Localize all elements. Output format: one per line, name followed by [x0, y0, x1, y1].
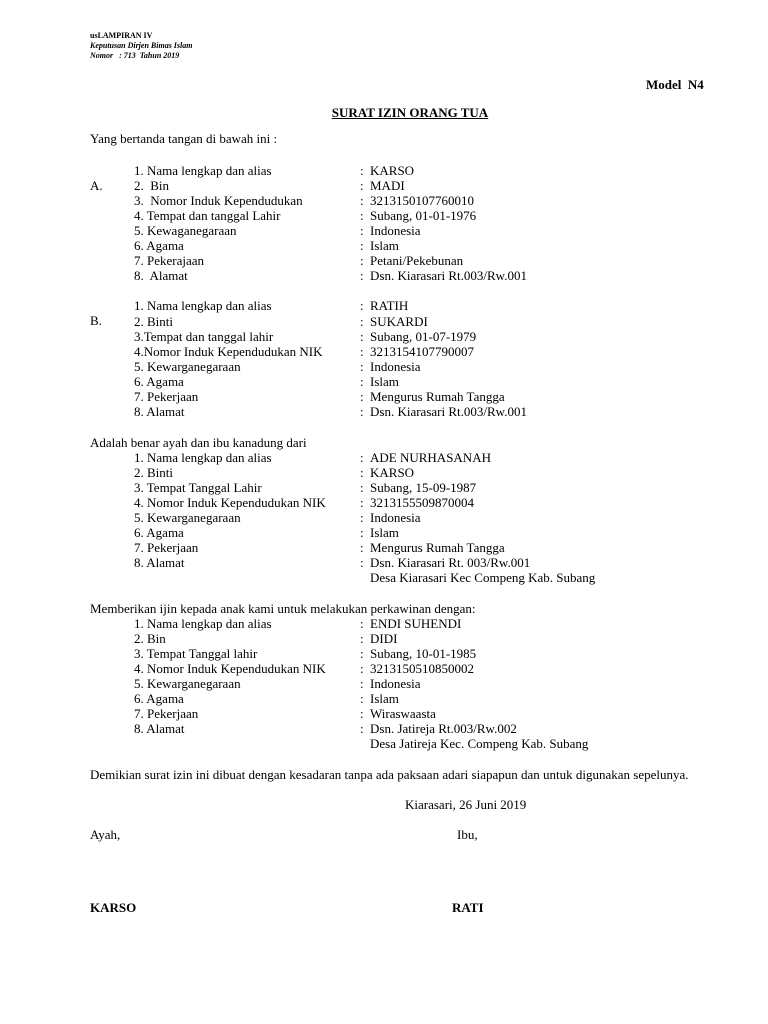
child-intro: Adalah benar ayah dan ibu kanadung dari [90, 435, 307, 450]
mother-name: RATI [452, 900, 484, 915]
field-value: Dsn. Kiarasari Rt.003/Rw.001 [370, 268, 527, 283]
field-colon: : [360, 268, 364, 283]
field-value: SUKARDI [370, 314, 428, 329]
field-colon: : [360, 721, 364, 736]
field-value: MADI [370, 178, 405, 193]
field-value: Islam [370, 691, 399, 706]
field-colon: : [360, 450, 364, 465]
field-colon: : [360, 404, 364, 419]
model-code: Model N4 [646, 77, 704, 92]
field-colon: : [360, 646, 364, 661]
field-value: 3213154107790007 [370, 344, 474, 359]
field-value: Indonesia [370, 510, 421, 525]
field-label: 6. Agama [134, 238, 184, 253]
field-colon: : [360, 178, 364, 193]
field-label: 8. Alamat [134, 555, 185, 570]
field-colon: : [360, 540, 364, 555]
field-label: 3. Tempat Tanggal lahir [134, 646, 258, 661]
header-line-3: Nomor : 713 Tahun 2019 [90, 51, 180, 60]
document-header [90, 31, 192, 61]
father-name: KARSO [90, 900, 137, 915]
field-value: ENDI SUHENDI [370, 616, 462, 631]
field-value: Islam [370, 374, 399, 389]
field-colon: : [360, 631, 364, 646]
mother-signature-label: Ibu, [457, 827, 478, 842]
field-value: Subang, 15-09-1987 [370, 480, 477, 495]
field-value: 3213150107760010 [370, 193, 474, 208]
field-colon: : [360, 465, 364, 480]
field-value: Desa Kiarasari Kec Compeng Kab. Subang [370, 570, 596, 585]
field-colon: : [360, 223, 364, 238]
field-colon: : [360, 238, 364, 253]
field-colon: : [360, 298, 364, 313]
field-value: KARSO [370, 465, 415, 480]
field-value: RATIH [370, 298, 409, 313]
field-colon: : [360, 555, 364, 570]
field-colon: : [360, 208, 364, 223]
field-colon: : [360, 253, 364, 268]
field-colon: : [360, 389, 364, 404]
father-signature-label: Ayah, [90, 827, 121, 842]
field-colon: : [360, 495, 364, 510]
field-colon: : [360, 691, 364, 706]
field-colon: : [360, 661, 364, 676]
field-colon: : [360, 510, 364, 525]
header-line-1: usLAMPIRAN IV [90, 31, 153, 40]
field-label: 1. Nama lengkap dan alias [134, 450, 272, 465]
field-label: 7. Pekerjaan [134, 540, 199, 555]
field-label: 8. Alamat [134, 268, 188, 283]
field-label: 4. Tempat dan tanggal Lahir [134, 208, 281, 223]
field-value: Islam [370, 525, 399, 540]
field-value: Wiraswaasta [370, 706, 436, 721]
field-value: Indonesia [370, 676, 421, 691]
field-value: Subang, 01-01-1976 [370, 208, 477, 223]
field-value: Indonesia [370, 223, 421, 238]
field-colon: : [360, 616, 364, 631]
document-title [0, 105, 768, 121]
field-label: 2. Bin [134, 631, 166, 646]
field-value: DIDI [370, 631, 398, 646]
field-label: 2. Binti [134, 465, 174, 480]
spouse-intro: Memberikan ijin kepada anak kami untuk melakukan perkawinan dengan: [90, 601, 476, 616]
field-value: Mengurus Rumah Tangga [370, 389, 505, 404]
field-colon: : [360, 314, 364, 329]
field-colon: : [360, 374, 364, 389]
field-value: Indonesia [370, 359, 421, 374]
field-colon: : [360, 163, 364, 178]
field-colon: : [360, 344, 364, 359]
field-label: 5. Kewarganegaraan [134, 676, 241, 691]
field-colon: : [360, 193, 364, 208]
intro-text: Yang bertanda tangan di bawah ini : [90, 131, 278, 146]
field-value: KARSO [370, 163, 415, 178]
field-label: 3.Tempat dan tanggal lahir [134, 329, 274, 344]
field-value: 3213150510850002 [370, 661, 474, 676]
field-label: 8. Alamat [134, 404, 185, 419]
field-value: 3213155509870004 [370, 495, 474, 510]
field-value: Dsn. Jatireja Rt.003/Rw.002 [370, 721, 517, 736]
field-label: 1. Nama lengkap dan alias [134, 298, 272, 313]
field-colon: : [360, 706, 364, 721]
field-label: 5. Kewaganegaraan [134, 223, 237, 238]
field-label: 4. Nomor Induk Kependudukan NIK [134, 495, 326, 510]
field-label: 6. Agama [134, 374, 184, 389]
field-value: ADE NURHASANAH [370, 450, 491, 465]
document-title-text: SURAT IZIN ORANG TUA [331, 105, 489, 120]
field-value: Islam [370, 238, 399, 253]
field-colon: : [360, 525, 364, 540]
field-value: Dsn. Kiarasari Rt.003/Rw.001 [370, 404, 527, 419]
field-label: 2. Bin [134, 178, 170, 193]
field-label: 3. Tempat Tanggal Lahir [134, 480, 262, 495]
field-value: Subang, 10-01-1985 [370, 646, 477, 661]
section-b-letter-line [0, 298, 102, 343]
field-value: Petani/Pekebunan [370, 253, 464, 268]
field-label: 5. Kewarganegaraan [134, 359, 241, 374]
field-label: 2. Binti [134, 314, 174, 329]
field-value: Desa Jatireja Kec. Compeng Kab. Subang [370, 736, 589, 751]
field-label: 6. Agama [134, 525, 184, 540]
place-date: Kiarasari, 26 Juni 2019 [405, 797, 527, 812]
field-label: 7. Pekerajaan [134, 253, 205, 268]
field-label: 1. Nama lengkap dan alias [134, 616, 272, 631]
closing-statement: Demikian surat izin ini dibuat dengan kesadaran tanpa ada paksaan adari siapapun dan untuk digunakan sepelunya. [90, 767, 689, 782]
section-a-letter-line [0, 163, 103, 208]
field-colon: : [360, 359, 364, 374]
section-a-letter: A. [90, 178, 103, 193]
field-colon: : [360, 329, 364, 344]
field-value: Subang, 01-07-1979 [370, 329, 477, 344]
field-label: 5. Kewarganegaraan [134, 510, 241, 525]
field-label: 8. Alamat [134, 721, 185, 736]
field-value: Dsn. Kiarasari Rt. 003/Rw.001 [370, 555, 531, 570]
field-value: Mengurus Rumah Tangga [370, 540, 505, 555]
field-label: 4.Nomor Induk Kependudukan NIK [134, 344, 323, 359]
field-label: 7. Pekerjaan [134, 389, 199, 404]
field-label: 3. Nomor Induk Kependudukan [134, 193, 303, 208]
field-colon: : [360, 676, 364, 691]
field-label: 7. Pekerjaan [134, 706, 199, 721]
section-b-letter: B. [90, 313, 102, 328]
field-colon: : [360, 480, 364, 495]
field-label: 1. Nama lengkap dan alias [134, 163, 272, 178]
field-label: 6. Agama [134, 691, 184, 706]
field-label: 4. Nomor Induk Kependudukan NIK [134, 661, 326, 676]
header-line-2: Keputusan Dirjen Bimas Islam [90, 41, 193, 50]
